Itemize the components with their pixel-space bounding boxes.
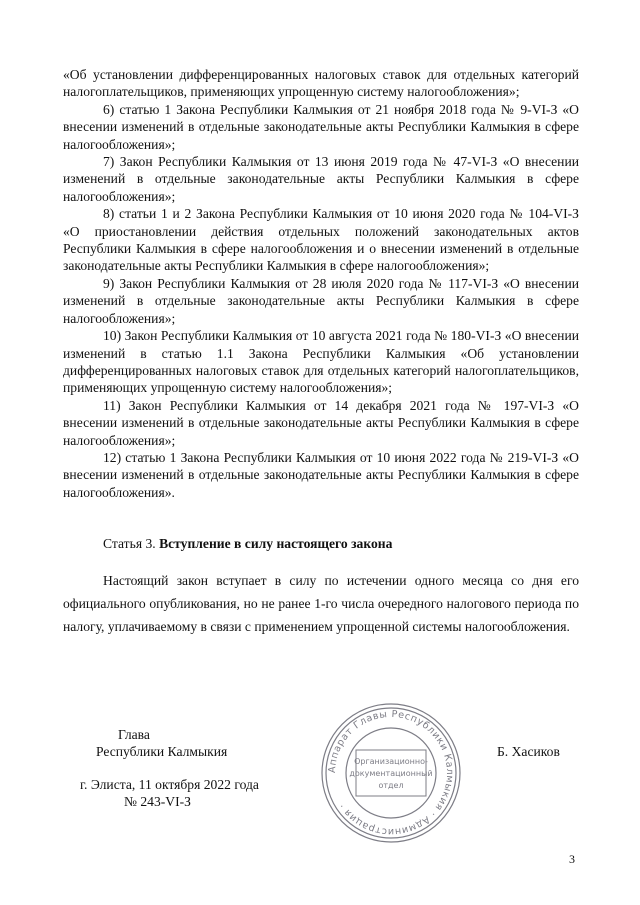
list-item: 8) статьи 1 и 2 Закона Республики Калмыкия от 10 июня 2020 года № 104-VI-З «О приостановлении действия отдельных положений законодательных актов Республики Калмыкия в сфере налогообложения и о внесении изменений в отдельные законодательные акты Республики Калмыкия в сфере налогообложения»;	[63, 206, 579, 274]
main-text	[63, 66, 579, 651]
article-title: Вступление в силу настоящего закона	[159, 536, 393, 552]
article-body: Настоящий закон вступает в силу по истечении одного месяца со дня его официального опубликования, но не ранее 1-го числа очередного налогового периода по налогу, уплачиваемому в связи с применением упрощенной системы налогообложения.	[63, 572, 579, 634]
article-prefix: Статья 3.	[103, 536, 160, 552]
list-item: 12) статью 1 Закона Республики Калмыкия от 10 июня 2022 года № 219-VI-З «О внесении изменений в отдельные законодательные акты Республики Калмыкия в сфере налогообложения».	[63, 449, 579, 500]
seal-center-line2: документационный	[349, 769, 433, 778]
page-number: 3	[569, 852, 575, 866]
signatory-title-line1: Глава	[118, 727, 150, 742]
list-item: 6) статью 1 Закона Республики Калмыкия от 21 ноября 2018 года № 9-VI-З «О внесении изменений в отдельные законодательные акты Республики Калмыкия в сфере налогообложения»;	[63, 101, 579, 152]
list-item: 10) Закон Республики Калмыкия от 10 августа 2021 года № 180-VI-З «О внесении изменений в статью 1.1 Закона Республики Калмыкия «Об установлении дифференцированных налоговых ставок для отдельных категорий налогоплательщиков, применяющих упрощенную систему налогообложения»;	[63, 328, 579, 396]
seal-center-line3: отдел	[378, 781, 404, 790]
list-item: 11) Закон Республики Калмыкия от 14 декабря 2021 года № 197-VI-З «О внесении изменений в отдельные законодательные акты Республики Калмыкия в сфере налогообложения»;	[63, 397, 579, 448]
seal-center-line1: Организационно-	[354, 757, 428, 766]
seal-ring-text: Аппарат Главы Республики Калмыкия · Администрация ·	[326, 708, 456, 838]
signatory-title	[96, 726, 227, 761]
list-item: 9) Закон Республики Калмыкия от 28 июля 2020 года № 117-VI-З «О внесении изменений в отдельные законодательные акты Республики Калмыкия в сфере налогообложения»;	[63, 275, 579, 326]
list-item: 7) Закон Республики Калмыкия от 13 июня 2019 года № 47-VI-З «О внесении изменений в отдельные законодательные акты Республики Калмыкия в сфере налогообложения»;	[63, 154, 579, 204]
place-date-block	[80, 776, 259, 811]
signatory-name: Б. Хасиков	[497, 744, 560, 759]
signatory-title-line2: Республики Калмыкия	[96, 744, 228, 760]
paragraph-continuation: «Об установлении дифференцированных налоговых ставок для отдельных категорий налогоплательщиков, применяющих упрощенную систему налогообложения»;	[63, 67, 579, 100]
law-number: № 243-VI-З	[124, 794, 191, 810]
place-date: г. Элиста, 11 октября 2022 года	[80, 777, 259, 792]
article-heading	[63, 535, 579, 552]
official-seal	[318, 700, 464, 846]
